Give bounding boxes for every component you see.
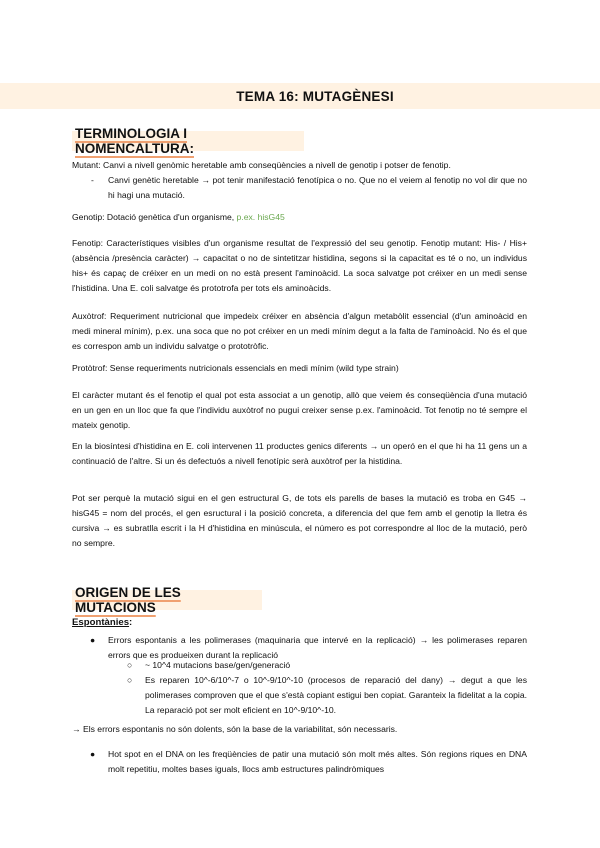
bullet-marker: ● <box>90 635 96 645</box>
dash-bullet-marker: - <box>91 175 94 185</box>
mutant-definition: Mutant: Canvi a nivell genòmic heretable amb conseqüències a nivell de genotip i potser de fenotip. <box>72 160 451 170</box>
section-heading-origen: ORIGEN DE LES MUTACIONS <box>72 590 262 610</box>
title-bar <box>0 83 600 109</box>
mutant-bullet: Canvi genètic heretable → pot tenir manifestació fenotípica o no. Que no el veiem al fenotip no vol dir que no hi hagi una mutació. <box>108 175 527 200</box>
subheading-espontanies: Espontànies: <box>72 617 133 628</box>
fenotip-definition: Fenotip: Característiques visibles d'un organisme resultat de l'expressió del seu genotip. Fenotip mutant: His- / His+ (absència /presència caràcter) → capacitat o no de sintetitzar histidina, segons si la capacitat es té o no, un individus his+ és capaç de créixer en un medi on no està present l'aminoàcid. La soca salvatge pot créixer en un medi sense l'histidina. Una E. coli salvatge és prototrofa per tots els aminoàcids. <box>72 238 527 293</box>
bullet-hot-spot: Hot spot en el DNA on les freqüències de patir una mutació són molt més altes. Són regions riques en DNA molt repetitiu, moltes bases iguals, llocs amb estructures palindròmiques <box>108 749 527 774</box>
paragraph-biosintesi: En la biosíntesi d'histidina en E. coli intervenen 11 productes genics diferents → un operó en el que hi ha 11 gens un a continuació de l'altre. Si un és defectuós a nivell fenotípic serà auxòtrof per la histidina. <box>72 441 527 466</box>
section-heading-terminologia: TERMINOLOGIA I NOMENCALTURA: <box>72 131 304 151</box>
document-title: TEMA 16: MUTAGÈNESI <box>236 88 394 104</box>
sub-bullet-mutacions: ~ 10^4 mutacions base/gen/generació <box>145 660 291 670</box>
prototrof-definition: Protòtrof: Sense requeriments nutricionals essencials en medi mínim (wild type strain) <box>72 363 399 373</box>
paragraph-mutacio-gen: Pot ser perquè la mutació sigui en el gen estructural G, de tots els parells de bases la mutació es troba en G45 → hisG45 = nom del procés, el gen esructural i la posició concreta, a diferencia del que fem amb el genotip la lletra és cursiva → es subratlla escrit i la H d'histidina en minúscula, el número es pot correspondre al lloc de la mutació, però no sempre. <box>72 493 527 548</box>
sub-bullet-marker: ○ <box>127 660 133 670</box>
genotip-example: p.ex. hisG45 <box>236 212 285 222</box>
bullet-marker: ● <box>90 749 96 759</box>
sub-bullet-reparacio: Es reparen 10^-6/10^-7 o 10^-9/10^-10 (procesos de reparació del dany) → degut a que les polimerases comproven que el que s'està copiant estigui ben copiat. Garanteix la fidelitat a la copia. La reparació pot ser molt eficient en 10^-9/10^-10. <box>145 675 527 715</box>
errors-note: → Els errors espontanis no són dolents, són la base de la variabilitat, són necessaris. <box>72 724 398 734</box>
sub-bullet-marker: ○ <box>127 675 133 685</box>
genotip-definition <box>72 210 527 225</box>
genotip-text: Genotip: Dotació genètica d'un organisme, <box>72 212 237 222</box>
bullet-errors-polimerases: Errors espontanis a les polimerases (maquinaria que intervé en la replicació) → les polimerases reparen errors que es produeixen durant la replicació <box>108 635 527 660</box>
paragraph-caracter-mutant: El caràcter mutant és el fenotip el qual pot esta associat a un genotip, allò que veiem és conseqüència d'una mutació en un gen en un lloc que fa que l'individu auxòtrof no pugui creixer sense p.ex. l'aminoàcid. Tot fenotip no té sempre el mateix genotip. <box>72 390 527 430</box>
auxotrof-definition: Auxòtrof: Requeriment nutricional que impedeix créixer en absència d'algun metabòlit essencial (d'un aminoàcid en medi mineral mínim), p.ex. una soca que no pot créixer en un medi mínim degut a la falta de l'aminoàcid. No és el que es correspon amb un individu salvatge o prototròfic. <box>72 311 527 351</box>
